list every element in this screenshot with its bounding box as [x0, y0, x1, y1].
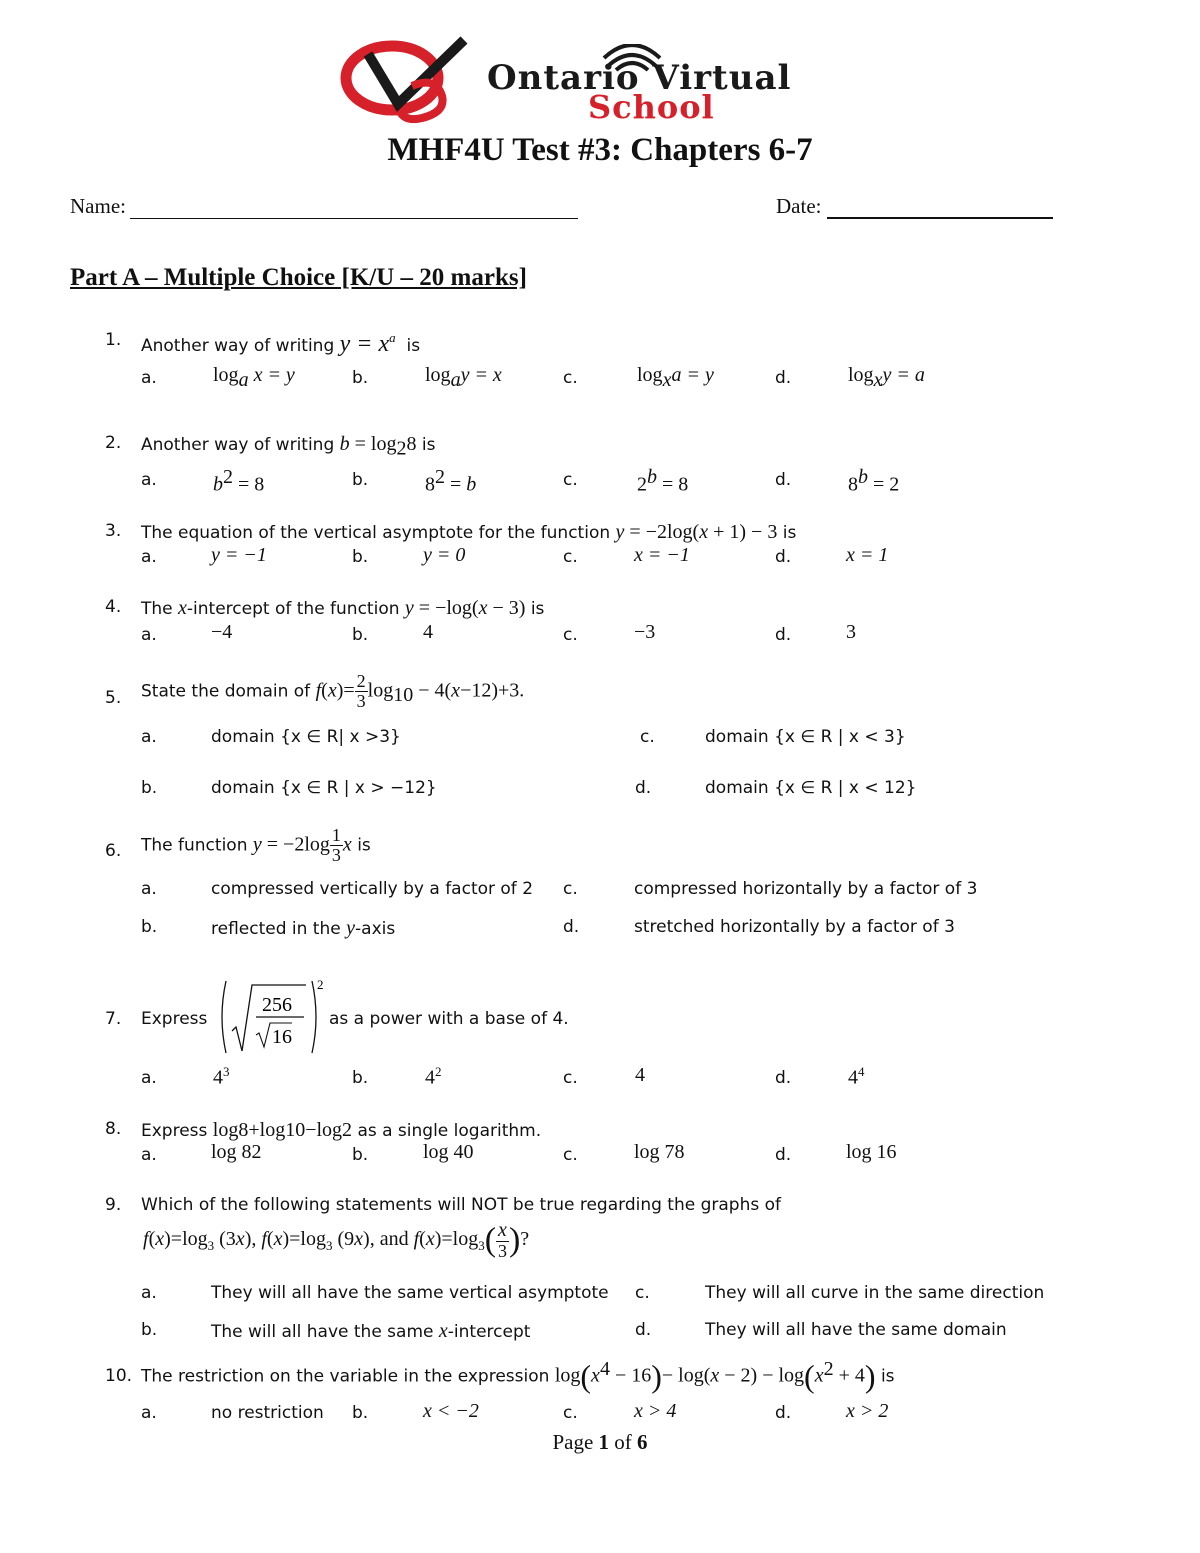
- option-b-label: b.: [141, 1320, 158, 1340]
- option-c-label: c.: [635, 1283, 650, 1303]
- option-c-value[interactable]: −3: [634, 621, 656, 643]
- option-a-value[interactable]: y = −1: [211, 544, 267, 566]
- option-b-label: b.: [352, 1068, 369, 1088]
- logo-text-line2: School: [588, 88, 715, 126]
- part-a-heading: Part A – Multiple Choice [K/U – 20 marks]: [70, 264, 527, 291]
- option-b-value[interactable]: log 40: [423, 1141, 474, 1163]
- option-b-value[interactable]: $8^2 = b$: [425, 466, 477, 496]
- option-b-label: b.: [352, 368, 369, 388]
- option-d-value[interactable]: x > 2: [846, 1400, 889, 1422]
- option-d-label: d.: [775, 470, 792, 490]
- option-c-label: c.: [563, 1145, 578, 1165]
- option-a-label: a.: [141, 1068, 157, 1088]
- option-b-label: b.: [352, 625, 369, 645]
- option-c-value[interactable]: $\log_xa = y$: [637, 364, 714, 391]
- option-a-value[interactable]: log 82: [211, 1141, 262, 1163]
- school-logo: [340, 36, 870, 126]
- question-5-stem: State the domain of f(x)= $\frac{2}{3}$ $\log_{10} - 4(x-12)+3$.: [141, 671, 525, 711]
- question-9-functions: $f(x)=\log_3$ (3x), $f(x)=\log_3$ (9x), and $f(x)=\log_3$( $\frac{x}{3}$ )?: [143, 1219, 530, 1261]
- option-a-label: a.: [141, 547, 157, 567]
- question-number: 1.: [105, 330, 122, 350]
- option-b-label: b.: [352, 1403, 369, 1423]
- question-number: 2.: [105, 433, 122, 453]
- page-title: MHF4U Test #3: Chapters 6-7: [387, 132, 813, 168]
- option-b-label: b.: [352, 1145, 369, 1165]
- date-label: Date:: [776, 194, 822, 218]
- option-a-value[interactable]: $4^3$: [213, 1064, 230, 1089]
- question-8-stem: Express log8+log10−log2 as a single logarithm.: [141, 1119, 542, 1141]
- option-c-label: c.: [563, 1068, 578, 1088]
- option-d-label: d.: [635, 778, 652, 798]
- name-field[interactable]: [70, 194, 578, 219]
- question-7-stem-post: as a power with a base of 4.: [329, 1009, 569, 1029]
- question-6-stem: The function y = −2log $\frac{1}{3}$ x is: [141, 825, 371, 865]
- option-c-label: c.: [563, 879, 578, 899]
- svg-text:2: 2: [317, 977, 324, 992]
- option-a-value[interactable]: no restriction: [211, 1403, 324, 1423]
- ovs-logo-mark-icon: [340, 36, 490, 126]
- option-b-label: b.: [352, 547, 369, 567]
- option-d-value[interactable]: They will all have the same domain: [705, 1320, 1007, 1340]
- option-d-label: d.: [775, 1145, 792, 1165]
- name-blank[interactable]: [130, 200, 578, 219]
- option-c-label: c.: [640, 727, 655, 747]
- option-c-value[interactable]: x > 4: [634, 1400, 677, 1422]
- option-a-value[interactable]: $b^2 = 8$: [213, 466, 265, 496]
- option-a-label: a.: [141, 1283, 157, 1303]
- option-a-value[interactable]: compressed vertically by a factor of 2: [211, 879, 534, 899]
- option-d-value[interactable]: 3: [846, 621, 856, 643]
- question-number: 7.: [105, 1009, 122, 1029]
- option-d-label: d.: [775, 368, 792, 388]
- option-a-label: a.: [141, 368, 157, 388]
- option-c-label: c.: [563, 625, 578, 645]
- option-b-label: b.: [141, 917, 158, 937]
- option-a-label: a.: [141, 470, 157, 490]
- svg-text:256: 256: [262, 994, 292, 1016]
- option-d-label: d.: [563, 917, 580, 937]
- option-d-label: d.: [775, 1403, 792, 1423]
- option-c-value[interactable]: x = −1: [634, 544, 690, 566]
- question-4-stem: The x-intercept of the function y = −log(x − 3) is: [141, 597, 545, 619]
- option-b-value[interactable]: $4^2$: [425, 1064, 442, 1089]
- option-b-value[interactable]: $\log_ay = x$: [425, 364, 502, 391]
- radical-expression: [216, 977, 328, 1059]
- question-number: 10.: [105, 1366, 133, 1386]
- question-number: 6.: [105, 841, 122, 861]
- option-a-value[interactable]: They will all have the same vertical asymptote: [211, 1283, 609, 1303]
- option-c-value[interactable]: domain {x ∈ R | x < 3}: [705, 727, 906, 747]
- question-1-stem: Another way of writing $y = x^a$ is: [141, 330, 421, 357]
- option-b-value[interactable]: x < −2: [423, 1400, 479, 1422]
- question-number: 8.: [105, 1119, 122, 1139]
- option-c-value[interactable]: log 78: [634, 1141, 685, 1163]
- question-10-stem: The restriction on the variable in the expression $\log(x^4 - 16)- \log(x - 2) - \log(x^2 + 4)$ is: [141, 1358, 895, 1395]
- page-number: Page 1 of 6: [552, 1430, 648, 1454]
- option-d-value[interactable]: domain {x ∈ R | x < 12}: [705, 778, 917, 798]
- option-b-value[interactable]: domain {x ∈ R | x > −12}: [211, 778, 437, 798]
- option-c-value[interactable]: They will all curve in the same direction: [705, 1283, 1045, 1303]
- option-d-label: d.: [775, 625, 792, 645]
- option-d-value[interactable]: $4^4$: [848, 1064, 865, 1089]
- option-a-label: a.: [141, 879, 157, 899]
- option-d-value[interactable]: $8^b = 2$: [848, 466, 900, 496]
- option-b-value[interactable]: y = 0: [423, 544, 466, 566]
- option-d-label: d.: [775, 547, 792, 567]
- option-d-value[interactable]: stretched horizontally by a factor of 3: [634, 917, 955, 937]
- date-field[interactable]: [776, 194, 1053, 219]
- date-blank[interactable]: [827, 199, 1053, 219]
- option-c-value[interactable]: compressed horizontally by a factor of 3: [634, 879, 978, 899]
- option-b-label: b.: [141, 778, 158, 798]
- option-c-label: c.: [563, 368, 578, 388]
- question-7-stem-pre: Express: [141, 1009, 208, 1029]
- question-9-stem: Which of the following statements will NOT be true regarding the graphs of: [141, 1195, 782, 1215]
- option-d-value[interactable]: x = 1: [846, 544, 889, 566]
- question-number: 5.: [105, 688, 122, 708]
- option-c-value[interactable]: $2^b = 8$: [637, 466, 689, 496]
- question-number: 3.: [105, 521, 122, 541]
- option-b-label: b.: [352, 470, 369, 490]
- option-d-label: d.: [635, 1320, 652, 1340]
- logo-text-line1: Ontario Virtual: [487, 58, 792, 98]
- option-a-value[interactable]: $\log_a x = y$: [213, 364, 295, 391]
- question-number: 9.: [105, 1195, 122, 1215]
- option-a-label: a.: [141, 1403, 157, 1423]
- option-a-label: a.: [141, 625, 157, 645]
- option-a-label: a.: [141, 1145, 157, 1165]
- option-b-value[interactable]: The will all have the same x-intercept: [211, 1320, 531, 1342]
- option-b-value[interactable]: 4: [423, 621, 433, 643]
- option-b-value[interactable]: reflected in the y-axis: [211, 917, 396, 939]
- name-label: Name:: [70, 194, 126, 218]
- option-c-label: c.: [563, 547, 578, 567]
- option-d-value[interactable]: log 16: [846, 1141, 897, 1163]
- question-2-stem: Another way of writing $b = \log_28$ is: [141, 433, 436, 460]
- option-c-value[interactable]: 4: [635, 1064, 645, 1086]
- question-3-stem: The equation of the vertical asymptote for the function y = −2log(x + 1) − 3 is: [141, 521, 797, 543]
- option-a-label: a.: [141, 727, 157, 747]
- question-number: 4.: [105, 597, 122, 617]
- option-c-label: c.: [563, 470, 578, 490]
- option-a-value[interactable]: domain {x ∈ R| x >3}: [211, 727, 401, 747]
- svg-text:16: 16: [272, 1026, 292, 1048]
- option-d-label: d.: [775, 1068, 792, 1088]
- option-a-value[interactable]: −4: [211, 621, 233, 643]
- option-d-value[interactable]: $\log_xy = a$: [848, 364, 925, 391]
- option-c-label: c.: [563, 1403, 578, 1423]
